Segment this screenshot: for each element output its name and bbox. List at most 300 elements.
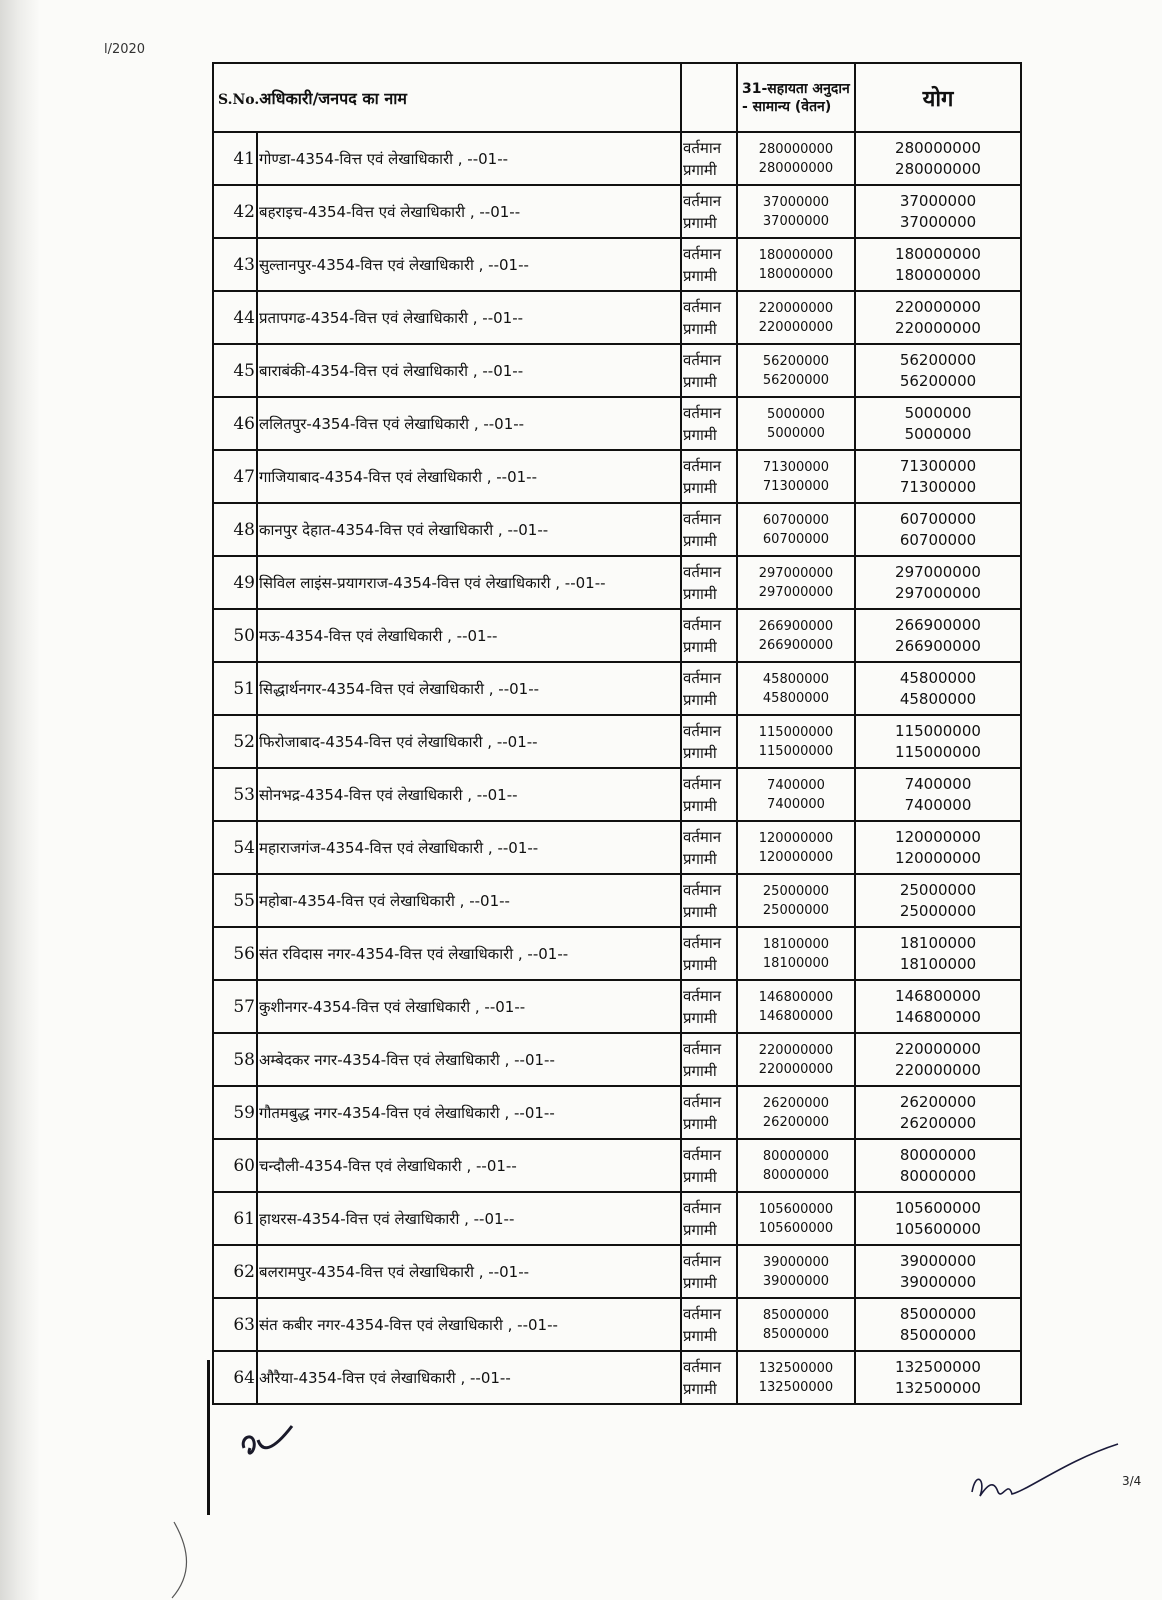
- row-type-proposed: प्रगामी: [683, 478, 717, 497]
- row-grant-proposed: 45800000: [762, 690, 830, 706]
- row-total-current: 132500000: [895, 1357, 981, 1376]
- row-type: [681, 397, 737, 450]
- left-border-extension: [207, 1360, 210, 1515]
- row-type: [681, 185, 737, 238]
- row-type-proposed: प्रगामी: [683, 955, 717, 974]
- row-type-proposed: प्रगामी: [683, 160, 717, 179]
- row-type-current: वर्तमान: [683, 1039, 722, 1058]
- row-total: [855, 874, 1021, 927]
- row-total-proposed: 71300000: [899, 477, 977, 496]
- row-type: [681, 980, 737, 1033]
- row-grant-proposed: 5000000: [767, 425, 825, 441]
- row-grant-proposed: 132500000: [758, 1379, 834, 1395]
- table-row: [213, 291, 1021, 344]
- row-grant-proposed: 180000000: [758, 266, 834, 282]
- row-total-current: 115000000: [895, 721, 981, 740]
- header-grant: 31-सहायता अनुदान - सामान्य (वेतन): [737, 63, 855, 132]
- row-total-current: 146800000: [895, 986, 981, 1005]
- table-row: [213, 821, 1021, 874]
- row-grant-proposed: 18100000: [762, 955, 830, 971]
- row-type: [681, 344, 737, 397]
- row-sno: 44: [213, 291, 257, 344]
- header-name: अधिकारी/जनपद का नाम: [259, 88, 407, 108]
- row-grant-current: 71300000: [762, 459, 830, 475]
- table-row: [213, 927, 1021, 980]
- row-total-current: 120000000: [895, 827, 981, 846]
- row-sno: 57: [213, 980, 257, 1033]
- row-sno: 45: [213, 344, 257, 397]
- row-grant-current: 266900000: [758, 618, 834, 634]
- row-grant: [737, 503, 855, 556]
- row-total-current: 180000000: [895, 244, 981, 263]
- row-type-current: वर्तमान: [683, 774, 722, 793]
- row-total-proposed: 18100000: [899, 954, 977, 973]
- row-type-current: वर्तमान: [683, 1357, 722, 1376]
- row-grant-current: 220000000: [758, 300, 834, 316]
- row-grant-current: 7400000: [767, 777, 825, 793]
- row-officer-name: फिरोजाबाद-4354-वित्त एवं लेखाधिकारी , --01--: [257, 715, 681, 768]
- row-total-current: 105600000: [895, 1198, 981, 1217]
- row-type: [681, 1033, 737, 1086]
- row-sno: 58: [213, 1033, 257, 1086]
- row-total: [855, 291, 1021, 344]
- row-grant: [737, 397, 855, 450]
- row-type: [681, 1351, 737, 1404]
- row-type-current: वर्तमान: [683, 562, 722, 581]
- header-sno-name: [213, 63, 681, 132]
- row-total: [855, 1245, 1021, 1298]
- row-grant: [737, 132, 855, 185]
- row-sno: 56: [213, 927, 257, 980]
- row-total: [855, 821, 1021, 874]
- row-grant: [737, 1351, 855, 1404]
- row-type-proposed: प्रगामी: [683, 902, 717, 921]
- row-officer-name: बलरामपुर-4354-वित्त एवं लेखाधिकारी , --01--: [257, 1245, 681, 1298]
- row-total: [855, 1192, 1021, 1245]
- row-officer-name: सिद्धार्थनगर-4354-वित्त एवं लेखाधिकारी , --01--: [257, 662, 681, 715]
- row-type-current: वर्तमान: [683, 1251, 722, 1270]
- row-grant-proposed: 26200000: [762, 1114, 830, 1130]
- row-grant-proposed: 85000000: [762, 1326, 830, 1342]
- row-total-proposed: 220000000: [895, 1060, 981, 1079]
- row-total-current: 25000000: [899, 880, 977, 899]
- row-total-proposed: 120000000: [895, 848, 981, 867]
- table-row: [213, 980, 1021, 1033]
- row-total-proposed: 180000000: [895, 265, 981, 284]
- row-type: [681, 450, 737, 503]
- row-type-proposed: प्रगामी: [683, 1273, 717, 1292]
- row-grant-proposed: 266900000: [758, 637, 834, 653]
- row-type-proposed: प्रगामी: [683, 531, 717, 550]
- row-total: [855, 927, 1021, 980]
- row-sno: 42: [213, 185, 257, 238]
- row-total-current: 80000000: [899, 1145, 977, 1164]
- row-type: [681, 132, 737, 185]
- table-row: [213, 344, 1021, 397]
- row-grant: [737, 1139, 855, 1192]
- row-officer-name: सिविल लाइंस-प्रयागराज-4354-वित्त एवं लेखाधिकारी , --01--: [257, 556, 681, 609]
- row-total-proposed: 280000000: [895, 159, 981, 178]
- table-row: [213, 662, 1021, 715]
- row-total: [855, 1351, 1021, 1404]
- row-grant-proposed: 25000000: [762, 902, 830, 918]
- row-total: [855, 238, 1021, 291]
- row-total: [855, 450, 1021, 503]
- row-sno: 50: [213, 609, 257, 662]
- table-row: [213, 1245, 1021, 1298]
- row-type: [681, 874, 737, 927]
- row-officer-name: अम्बेदकर नगर-4354-वित्त एवं लेखाधिकारी , --01--: [257, 1033, 681, 1086]
- row-sno: 49: [213, 556, 257, 609]
- row-total-current: 266900000: [895, 615, 981, 634]
- row-total-current: 60700000: [899, 509, 977, 528]
- row-officer-name: हाथरस-4354-वित्त एवं लेखाधिकारी , --01--: [257, 1192, 681, 1245]
- row-officer-name: मऊ-4354-वित्त एवं लेखाधिकारी , --01--: [257, 609, 681, 662]
- row-total: [855, 1139, 1021, 1192]
- row-type-proposed: प्रगामी: [683, 1220, 717, 1239]
- row-type: [681, 927, 737, 980]
- row-sno: 51: [213, 662, 257, 715]
- row-grant-current: 105600000: [758, 1201, 834, 1217]
- row-total: [855, 609, 1021, 662]
- row-total-current: 37000000: [899, 191, 977, 210]
- row-type-proposed: प्रगामी: [683, 690, 717, 709]
- table-row: [213, 1192, 1021, 1245]
- row-type: [681, 768, 737, 821]
- row-officer-name: चन्दौली-4354-वित्त एवं लेखाधिकारी , --01--: [257, 1139, 681, 1192]
- table-row: [213, 768, 1021, 821]
- row-total-proposed: 26200000: [899, 1113, 977, 1132]
- row-type: [681, 715, 737, 768]
- row-total-proposed: 220000000: [895, 318, 981, 337]
- row-type: [681, 1192, 737, 1245]
- row-type-current: वर्तमान: [683, 456, 722, 475]
- table-header-row: [213, 63, 1021, 132]
- row-type-proposed: प्रगामी: [683, 213, 717, 232]
- row-grant-current: 120000000: [758, 830, 834, 846]
- row-sno: 60: [213, 1139, 257, 1192]
- row-type: [681, 503, 737, 556]
- row-total-proposed: 80000000: [899, 1166, 977, 1185]
- row-grant: [737, 1086, 855, 1139]
- row-type: [681, 662, 737, 715]
- signature-initial-right: [968, 1440, 1128, 1520]
- row-officer-name: गोण्डा-4354-वित्त एवं लेखाधिकारी , --01--: [257, 132, 681, 185]
- row-grant: [737, 662, 855, 715]
- row-grant-current: 280000000: [758, 141, 834, 157]
- row-total-current: 220000000: [895, 297, 981, 316]
- row-grant-current: 39000000: [762, 1254, 830, 1270]
- row-sno: 63: [213, 1298, 257, 1351]
- row-type-proposed: प्रगामी: [683, 743, 717, 762]
- row-total: [855, 1086, 1021, 1139]
- header-date-fragment: l/2020: [104, 42, 146, 57]
- row-total: [855, 185, 1021, 238]
- row-grant-current: 5000000: [767, 406, 825, 422]
- row-type-current: वर्तमान: [683, 668, 722, 687]
- table-row: [213, 1139, 1021, 1192]
- row-sno: 55: [213, 874, 257, 927]
- row-grant-current: 132500000: [758, 1360, 834, 1376]
- row-total: [855, 397, 1021, 450]
- row-grant-current: 45800000: [762, 671, 830, 687]
- row-type-current: वर्तमान: [683, 721, 722, 740]
- row-type-current: वर्तमान: [683, 880, 722, 899]
- row-grant: [737, 980, 855, 1033]
- row-grant-current: 56200000: [762, 353, 830, 369]
- row-type-current: वर्तमान: [683, 1145, 722, 1164]
- row-total: [855, 715, 1021, 768]
- row-total-proposed: 266900000: [895, 636, 981, 655]
- row-sno: 54: [213, 821, 257, 874]
- row-total-proposed: 146800000: [895, 1007, 981, 1026]
- row-total: [855, 132, 1021, 185]
- row-type-proposed: प्रगामी: [683, 1061, 717, 1080]
- table-row: [213, 609, 1021, 662]
- row-sno: 48: [213, 503, 257, 556]
- row-officer-name: प्रतापगढ-4354-वित्त एवं लेखाधिकारी , --01--: [257, 291, 681, 344]
- row-total-proposed: 297000000: [895, 583, 981, 602]
- row-total-current: 220000000: [895, 1039, 981, 1058]
- row-type-current: वर्तमान: [683, 1092, 722, 1111]
- row-grant-current: 25000000: [762, 883, 830, 899]
- row-grant: [737, 927, 855, 980]
- row-grant-current: 37000000: [762, 194, 830, 210]
- table-row: [213, 715, 1021, 768]
- row-type: [681, 238, 737, 291]
- row-type: [681, 291, 737, 344]
- row-total: [855, 344, 1021, 397]
- row-total-proposed: 60700000: [899, 530, 977, 549]
- table-row: [213, 1298, 1021, 1351]
- table-row: [213, 450, 1021, 503]
- table-row: [213, 1086, 1021, 1139]
- signature-initial-left: [232, 1418, 302, 1468]
- row-officer-name: गौतमबुद्ध नगर-4354-वित्त एवं लेखाधिकारी , --01--: [257, 1086, 681, 1139]
- row-type-proposed: प्रगामी: [683, 372, 717, 391]
- row-grant: [737, 609, 855, 662]
- table-row: [213, 503, 1021, 556]
- row-type: [681, 1139, 737, 1192]
- row-total-current: 39000000: [899, 1251, 977, 1270]
- row-type-current: वर्तमान: [683, 615, 722, 634]
- row-total-proposed: 115000000: [895, 742, 981, 761]
- row-grant-proposed: 37000000: [762, 213, 830, 229]
- row-grant-proposed: 56200000: [762, 372, 830, 388]
- row-type-current: वर्तमान: [683, 191, 722, 210]
- row-type-current: वर्तमान: [683, 509, 722, 528]
- row-sno: 53: [213, 768, 257, 821]
- row-total-proposed: 45800000: [899, 689, 977, 708]
- row-officer-name: सोनभद्र-4354-वित्त एवं लेखाधिकारी , --01--: [257, 768, 681, 821]
- row-type: [681, 556, 737, 609]
- row-type: [681, 1298, 737, 1351]
- row-sno: 61: [213, 1192, 257, 1245]
- row-grant: [737, 450, 855, 503]
- table-row: [213, 1351, 1021, 1404]
- row-grant-proposed: 120000000: [758, 849, 834, 865]
- row-grant-current: 146800000: [758, 989, 834, 1005]
- row-total-current: 85000000: [899, 1304, 977, 1323]
- row-total: [855, 662, 1021, 715]
- row-grant-current: 80000000: [762, 1148, 830, 1164]
- table-row: [213, 556, 1021, 609]
- row-type-proposed: प्रगामी: [683, 1326, 717, 1345]
- row-grant-proposed: 60700000: [762, 531, 830, 547]
- row-total-current: 280000000: [895, 138, 981, 157]
- row-type-proposed: प्रगामी: [683, 796, 717, 815]
- row-grant-proposed: 80000000: [762, 1167, 830, 1183]
- row-type-proposed: प्रगामी: [683, 425, 717, 444]
- row-type: [681, 1086, 737, 1139]
- header-type: [681, 63, 737, 132]
- row-type: [681, 1245, 737, 1298]
- row-officer-name: संत रविदास नगर-4354-वित्त एवं लेखाधिकारी , --01--: [257, 927, 681, 980]
- row-grant: [737, 1245, 855, 1298]
- row-total-proposed: 132500000: [895, 1378, 981, 1397]
- row-grant: [737, 768, 855, 821]
- row-total-proposed: 5000000: [904, 424, 972, 443]
- table-row: [213, 238, 1021, 291]
- row-type-current: वर्तमान: [683, 138, 722, 157]
- row-type-proposed: प्रगामी: [683, 1167, 717, 1186]
- row-officer-name: ललितपुर-4354-वित्त एवं लेखाधिकारी , --01--: [257, 397, 681, 450]
- row-grant-proposed: 105600000: [758, 1220, 834, 1236]
- row-total-proposed: 56200000: [899, 371, 977, 390]
- row-type: [681, 609, 737, 662]
- row-sno: 52: [213, 715, 257, 768]
- row-type-current: वर्तमान: [683, 1304, 722, 1323]
- row-type-proposed: प्रगामी: [683, 1379, 717, 1398]
- row-grant-proposed: 297000000: [758, 584, 834, 600]
- row-type-current: वर्तमान: [683, 1198, 722, 1217]
- row-sno: 41: [213, 132, 257, 185]
- row-grant-proposed: 220000000: [758, 319, 834, 335]
- row-sno: 43: [213, 238, 257, 291]
- table-row: [213, 132, 1021, 185]
- row-total-current: 7400000: [904, 774, 972, 793]
- row-type-proposed: प्रगामी: [683, 319, 717, 338]
- table-row: [213, 1033, 1021, 1086]
- row-sno: 62: [213, 1245, 257, 1298]
- row-total-proposed: 85000000: [899, 1325, 977, 1344]
- row-officer-name: सुल्तानपुर-4354-वित्त एवं लेखाधिकारी , --01--: [257, 238, 681, 291]
- row-type-proposed: प्रगामी: [683, 637, 717, 656]
- row-sno: 46: [213, 397, 257, 450]
- row-type-current: वर्तमान: [683, 986, 722, 1005]
- row-type-proposed: प्रगामी: [683, 266, 717, 285]
- row-officer-name: गाजियाबाद-4354-वित्त एवं लेखाधिकारी , --01--: [257, 450, 681, 503]
- row-total: [855, 1298, 1021, 1351]
- row-total-proposed: 105600000: [895, 1219, 981, 1238]
- row-type-current: वर्तमान: [683, 827, 722, 846]
- row-sno: 59: [213, 1086, 257, 1139]
- row-grant-proposed: 146800000: [758, 1008, 834, 1024]
- header-total: योग: [855, 63, 1021, 132]
- row-grant: [737, 1298, 855, 1351]
- row-total-current: 297000000: [895, 562, 981, 581]
- row-total-proposed: 7400000: [904, 795, 972, 814]
- row-grant-current: 26200000: [762, 1095, 830, 1111]
- row-total-current: 71300000: [899, 456, 977, 475]
- row-type-current: वर्तमान: [683, 297, 722, 316]
- row-officer-name: महाराजगंज-4354-वित्त एवं लेखाधिकारी , --01--: [257, 821, 681, 874]
- row-sno: 47: [213, 450, 257, 503]
- row-officer-name: महोबा-4354-वित्त एवं लेखाधिकारी , --01--: [257, 874, 681, 927]
- row-grant-proposed: 39000000: [762, 1273, 830, 1289]
- row-grant: [737, 556, 855, 609]
- row-total-proposed: 39000000: [899, 1272, 977, 1291]
- row-type-proposed: प्रगामी: [683, 1114, 717, 1133]
- row-total: [855, 556, 1021, 609]
- row-total: [855, 768, 1021, 821]
- row-total-current: 18100000: [899, 933, 977, 952]
- row-grant: [737, 1192, 855, 1245]
- row-grant: [737, 874, 855, 927]
- table-row: [213, 397, 1021, 450]
- row-grant-current: 85000000: [762, 1307, 830, 1323]
- table-row: [213, 874, 1021, 927]
- row-total-current: 56200000: [899, 350, 977, 369]
- row-total-current: 5000000: [904, 403, 972, 422]
- row-total-current: 45800000: [899, 668, 977, 687]
- row-type-current: वर्तमान: [683, 933, 722, 952]
- header-sno: S.No.: [218, 91, 260, 108]
- row-officer-name: औरैया-4354-वित्त एवं लेखाधिकारी , --01--: [257, 1351, 681, 1404]
- table-row: [213, 185, 1021, 238]
- scan-edge-shadow: [0, 0, 40, 1600]
- row-officer-name: कुशीनगर-4354-वित्त एवं लेखाधिकारी , --01--: [257, 980, 681, 1033]
- row-total: [855, 1033, 1021, 1086]
- row-type-current: वर्तमान: [683, 403, 722, 422]
- row-sno: 64: [213, 1351, 257, 1404]
- scan-curve-mark: [160, 1520, 200, 1600]
- row-grant-current: 18100000: [762, 936, 830, 952]
- row-grant: [737, 185, 855, 238]
- row-officer-name: बाराबंकी-4354-वित्त एवं लेखाधिकारी , --01--: [257, 344, 681, 397]
- row-total-proposed: 25000000: [899, 901, 977, 920]
- row-grant: [737, 821, 855, 874]
- row-type-proposed: प्रगामी: [683, 1008, 717, 1027]
- allocation-table: [212, 62, 1022, 1405]
- row-total: [855, 980, 1021, 1033]
- row-total-proposed: 37000000: [899, 212, 977, 231]
- row-grant: [737, 1033, 855, 1086]
- row-grant: [737, 291, 855, 344]
- row-grant: [737, 715, 855, 768]
- row-type-current: वर्तमान: [683, 244, 722, 263]
- row-grant-proposed: 71300000: [762, 478, 830, 494]
- row-grant-proposed: 220000000: [758, 1061, 834, 1077]
- row-grant-proposed: 280000000: [758, 160, 834, 176]
- row-grant: [737, 238, 855, 291]
- row-grant: [737, 344, 855, 397]
- row-type-current: वर्तमान: [683, 350, 722, 369]
- row-grant-current: 60700000: [762, 512, 830, 528]
- row-grant-proposed: 7400000: [767, 796, 825, 812]
- row-type-proposed: प्रगामी: [683, 584, 717, 603]
- row-total: [855, 503, 1021, 556]
- row-grant-current: 115000000: [758, 724, 834, 740]
- row-grant-current: 180000000: [758, 247, 834, 263]
- row-total-current: 26200000: [899, 1092, 977, 1111]
- row-type-proposed: प्रगामी: [683, 849, 717, 868]
- row-grant-proposed: 115000000: [758, 743, 834, 759]
- row-type: [681, 821, 737, 874]
- row-grant-current: 297000000: [758, 565, 834, 581]
- row-officer-name: संत कबीर नगर-4354-वित्त एवं लेखाधिकारी , --01--: [257, 1298, 681, 1351]
- row-officer-name: बहराइच-4354-वित्त एवं लेखाधिकारी , --01--: [257, 185, 681, 238]
